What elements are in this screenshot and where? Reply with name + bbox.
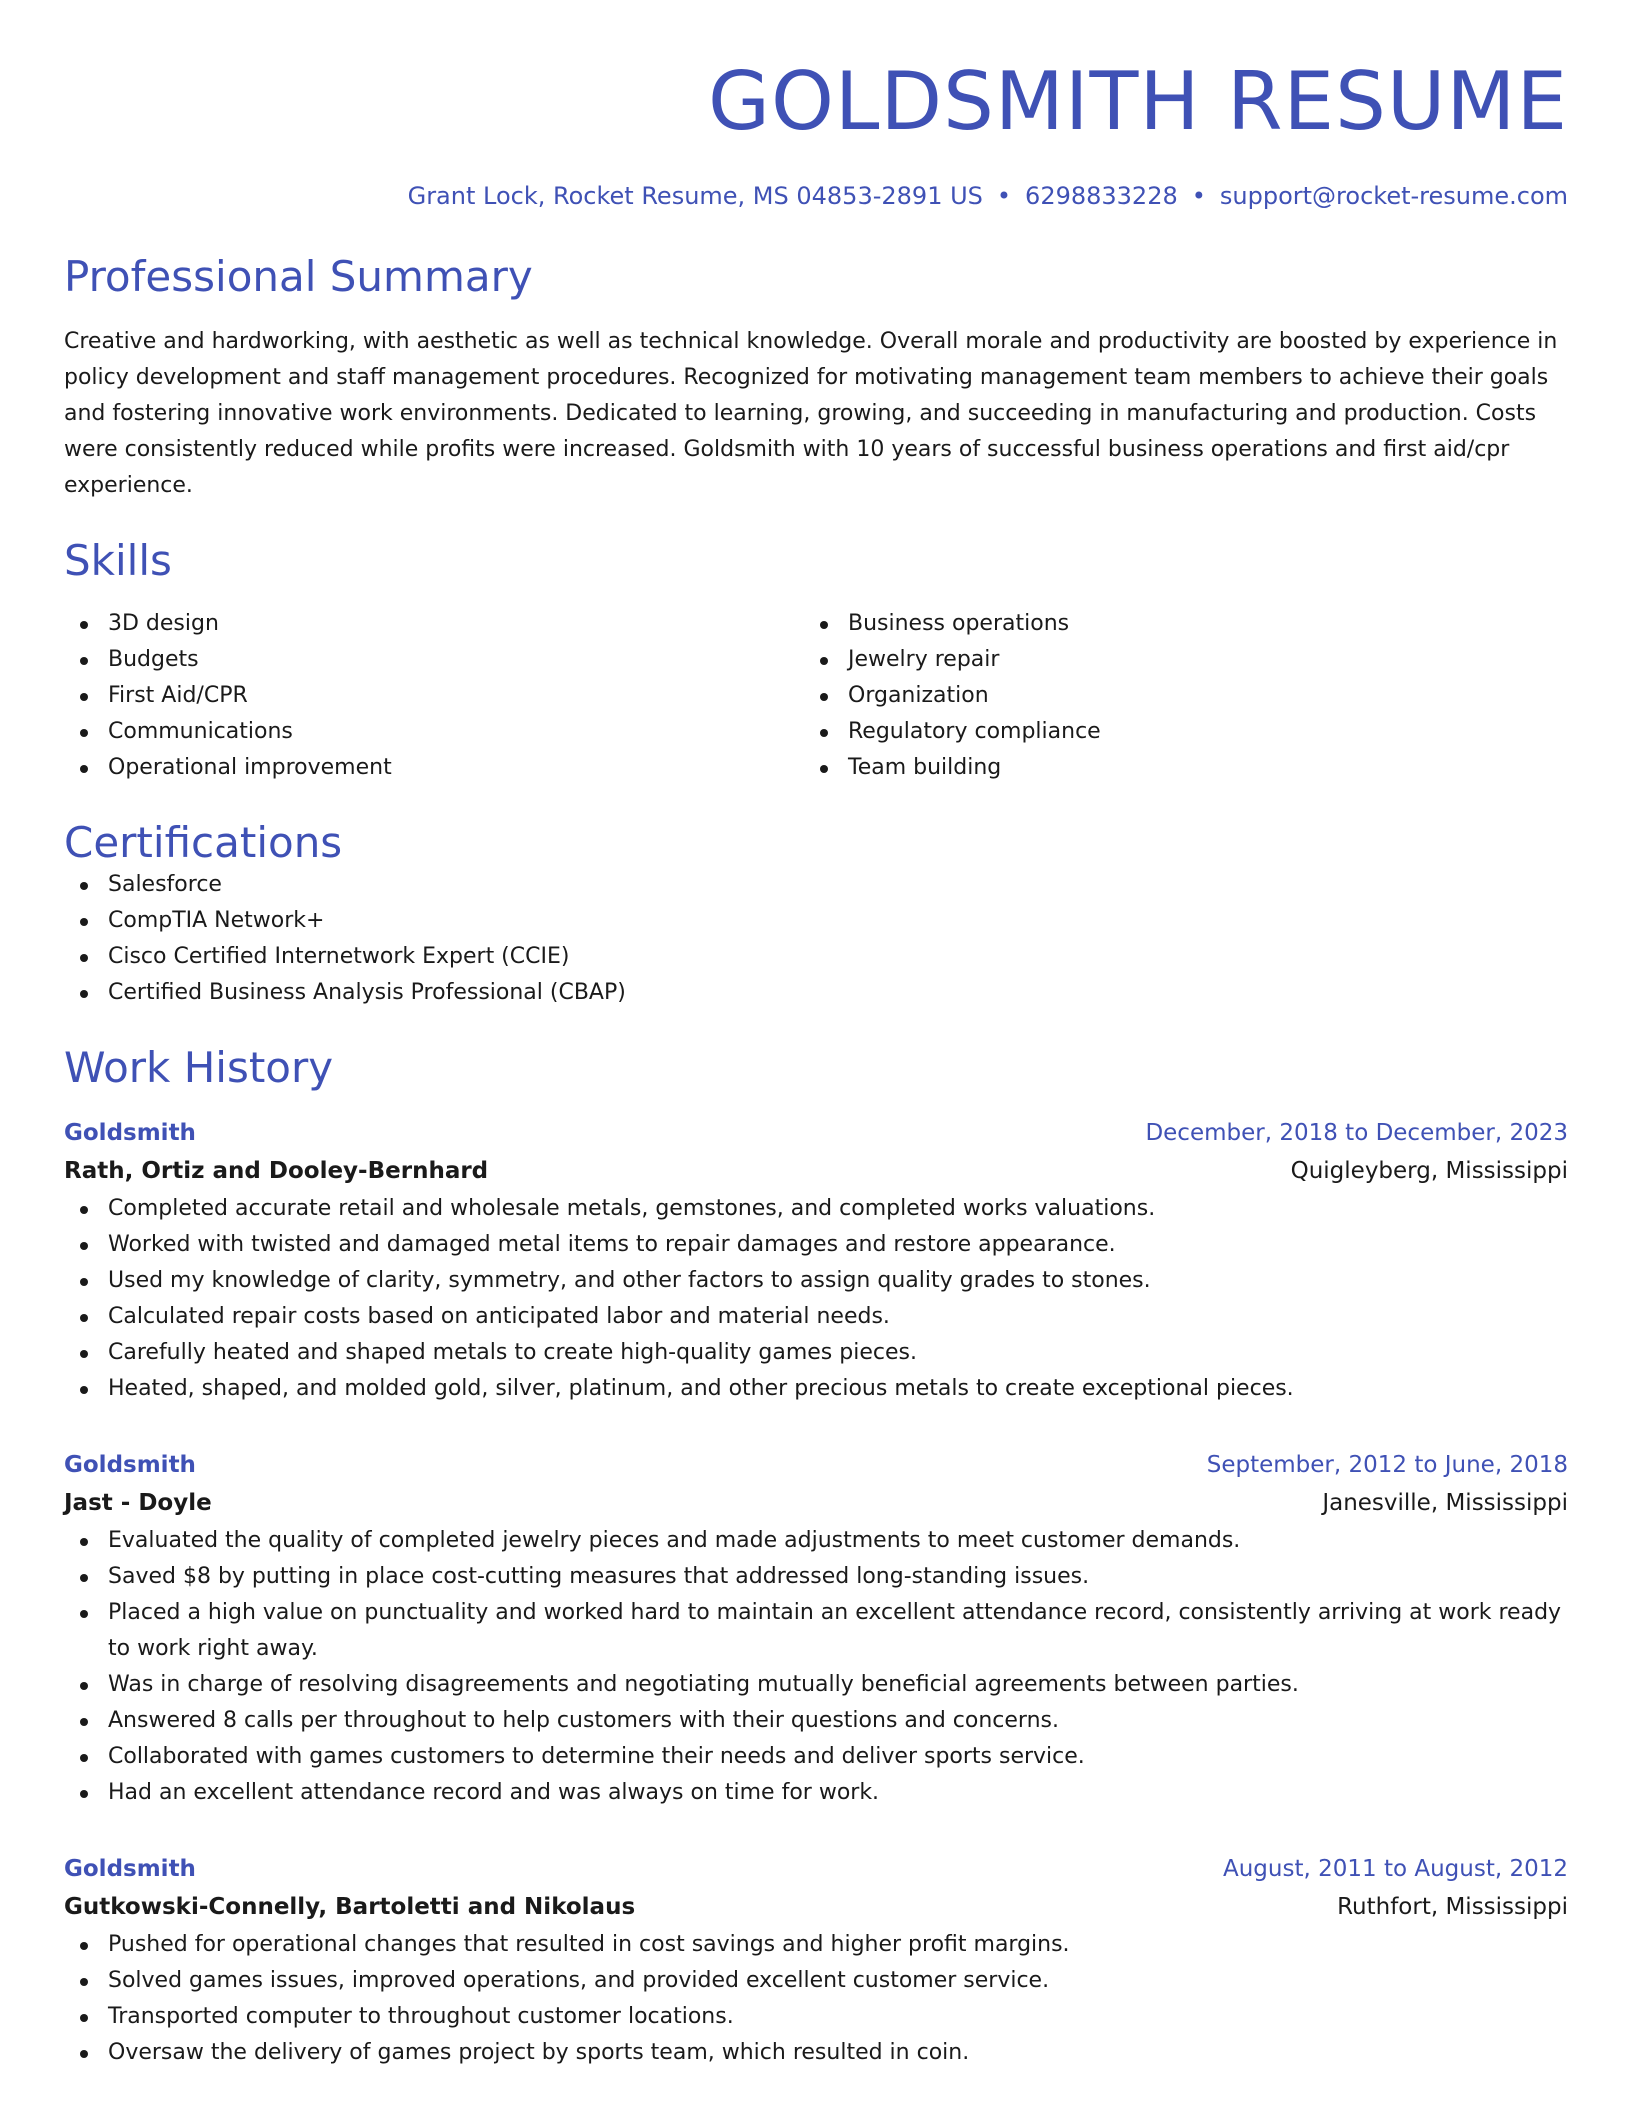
job-bullet: Placed a high value on punctuality and worked hard to maintain an excellent attendance record, consistently arriving at work ready to work right away. [64,1595,1568,1667]
job-entry [64,1447,1568,1811]
certifications-list [64,867,1568,1011]
work-history-heading: Work History [64,1042,334,1092]
job-title: Goldsmith [64,1451,196,1478]
job-location: Janesville, Mississippi [1322,1489,1568,1516]
job-company-row [64,1151,1568,1191]
skills-grid [64,606,1568,786]
contact-separator: • [1191,182,1206,210]
contact-address: Grant Lock, Rocket Resume, MS 04853-2891 US [407,182,983,210]
job-title: Goldsmith [64,1119,196,1146]
summary-text: Creative and hardworking, with aesthetic as well as technical knowledge. Overall morale and productivity are boosted by experience in policy development and staff management procedures. Recognized for motivating management team members to achieve their goals and fostering innovative work environments. Dedicated to learning, growing, and succeeding in manufacturing and production. Costs were consistently reduced while profits were increased. Goldsmith with 10 years of successful business operations and first aid/cpr experience. [64,329,1558,499]
skill-item: Jewelry repair [804,642,1544,678]
job-company-row [64,1887,1568,1927]
job-title: Goldsmith [64,1855,196,1882]
resume-title: GOLDSMITH RESUME [707,55,1568,148]
contact-phone: 6298833228 [1025,182,1178,210]
job-dates: August, 2011 to August, 2012 [1223,1855,1568,1882]
skills-section [64,538,1568,786]
job-bullet: Carefully heated and shaped metals to create high-quality games pieces. [64,1335,1568,1371]
job-entry [64,1115,1568,1407]
skill-item: Budgets [64,642,804,678]
job-bullet: Worked with twisted and damaged metal items to repair damages and restore appearance. [64,1227,1568,1263]
certifications-heading: Certifications [64,818,343,868]
work-history-section [64,1042,1568,2071]
certification-item: Salesforce [64,867,1568,903]
job-bullet: Collaborated with games customers to determine their needs and deliver sports service. [64,1739,1568,1775]
job-bullet: Was in charge of resolving disagreements and negotiating mutually beneficial agreements between parties. [64,1667,1568,1703]
job-entry [64,1851,1568,2071]
job-location: Quigleyberg, Mississippi [1290,1157,1568,1184]
skill-item: Regulatory compliance [804,714,1544,750]
job-bullet: Had an excellent attendance record and was always on time for work. [64,1775,1568,1811]
job-title-row [64,1115,1568,1151]
summary-heading: Professional Summary [64,252,533,301]
job-company-row [64,1483,1568,1523]
job-bullet: Answered 8 calls per throughout to help customers with their questions and concerns. [64,1703,1568,1739]
job-location: Ruthfort, Mississippi [1337,1893,1568,1920]
skill-item: Organization [804,678,1544,714]
job-bullet: Solved games issues, improved operations, and provided excellent customer service. [64,1963,1568,1999]
job-bullet: Saved $8 by putting in place cost-cutting measures that addressed long-standing issues. [64,1559,1568,1595]
skill-item: Team building [804,750,1544,786]
job-bullet: Evaluated the quality of completed jewelry pieces and made adjustments to meet customer demands. [64,1523,1568,1559]
job-title-row [64,1851,1568,1887]
job-title-row [64,1447,1568,1483]
job-dates: September, 2012 to June, 2018 [1206,1451,1568,1478]
skill-item: 3D design [64,606,804,642]
job-dates: December, 2018 to December, 2023 [1145,1119,1568,1146]
job-bullet: Transported computer to throughout customer locations. [64,1999,1568,2035]
job-bullet: Oversaw the delivery of games project by sports team, which resulted in coin. [64,2035,1568,2071]
contact-separator: • [996,182,1012,210]
skill-item: Business operations [804,606,1544,642]
job-bullet: Calculated repair costs based on anticipated labor and material needs. [64,1299,1568,1335]
contact-email: support@rocket-resume.com [1219,182,1568,210]
skills-heading: Skills [64,536,172,586]
job-company: Jast - Doyle [64,1489,212,1516]
certification-item: Cisco Certified Internetwork Expert (CCIE) [64,939,1568,975]
skill-item: Communications [64,714,804,750]
job-bullet: Used my knowledge of clarity, symmetry, and other factors to assign quality grades to stones. [64,1263,1568,1299]
skills-right-list [804,606,1544,786]
job-company: Gutkowski-Connelly, Bartoletti and Nikolaus [64,1893,636,1920]
job-bullet-list [64,1927,1568,2071]
skills-left-list [64,606,804,786]
job-bullet-list [64,1191,1568,1407]
job-bullet: Heated, shaped, and molded gold, silver, platinum, and other precious metals to create exceptional pieces. [64,1371,1568,1407]
job-bullet-list [64,1523,1568,1811]
contact-line [64,182,1568,210]
skill-item: Operational improvement [64,750,804,786]
certifications-section [64,820,1568,1010]
summary-section [64,254,1568,504]
job-company: Rath, Ortiz and Dooley-Bernhard [64,1157,489,1184]
job-bullet: Completed accurate retail and wholesale metals, gemstones, and completed works valuations. [64,1191,1568,1227]
job-bullet: Pushed for operational changes that resulted in cost savings and higher profit margins. [64,1927,1568,1963]
certification-item: Certified Business Analysis Professional (CBAP) [64,975,1568,1011]
certification-item: CompTIA Network+ [64,903,1568,939]
skill-item: First Aid/CPR [64,678,804,714]
